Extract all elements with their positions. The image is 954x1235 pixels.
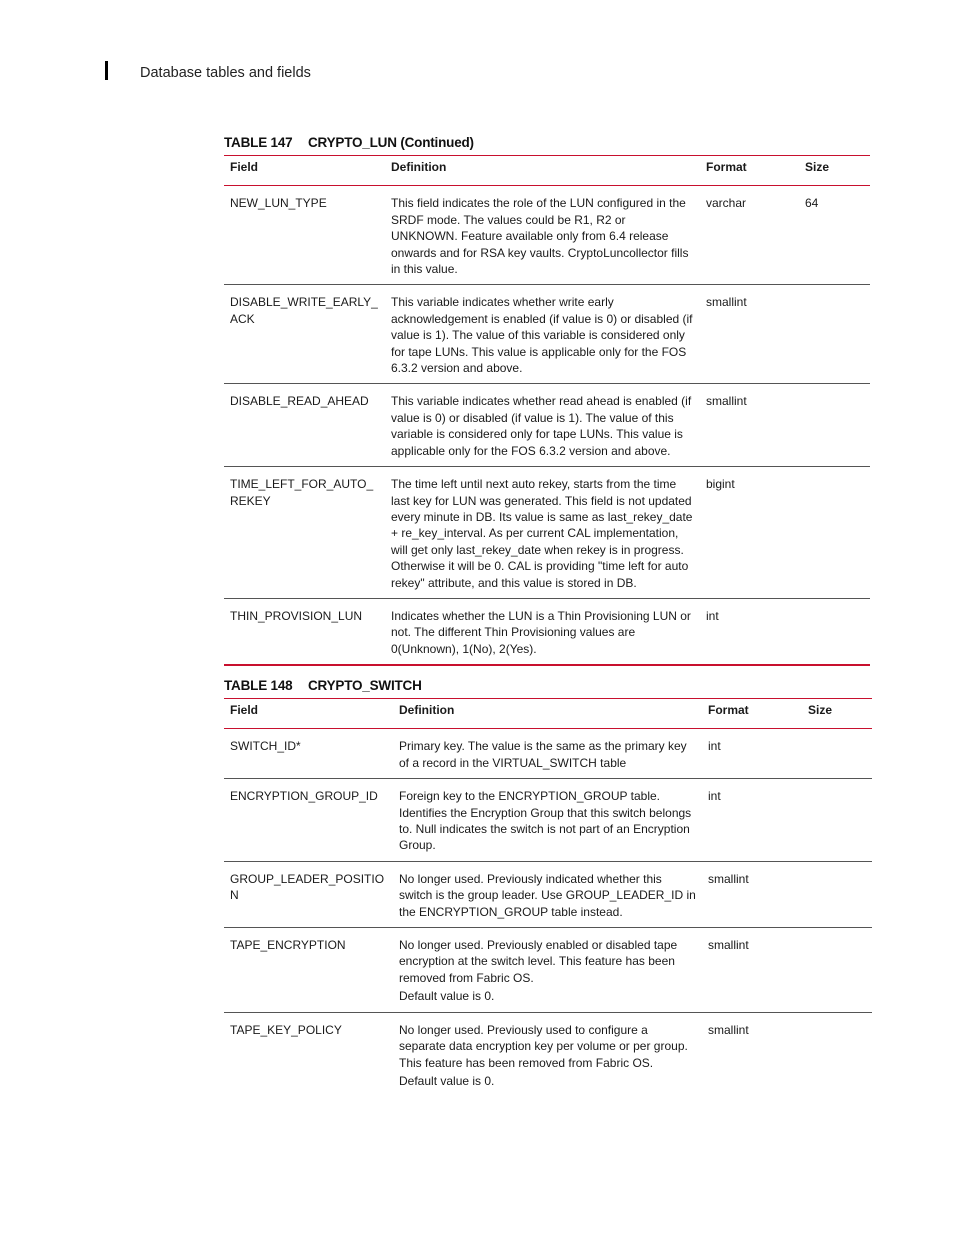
size-cell <box>802 1012 872 1096</box>
header-format: Format <box>702 699 802 729</box>
format-cell: smallint <box>702 861 802 927</box>
field-name-cell: TAPE_KEY_POLICY <box>230 1022 342 1037</box>
size-cell <box>799 598 870 665</box>
size-cell <box>802 928 872 1013</box>
table-row <box>224 729 872 779</box>
field-name-cell: TIME_LEFT_FOR_AUTO_REKEY <box>224 467 385 599</box>
field-name-cell: NEW_LUN_TYPE <box>224 186 385 285</box>
format-cell: smallint <box>708 1022 749 1037</box>
crypto-switch-table <box>224 698 872 1096</box>
definition-paragraph: Default value is 0. <box>399 989 495 1004</box>
table-row <box>224 779 872 862</box>
format-cell: bigint <box>700 467 799 599</box>
table-147-caption <box>224 135 870 150</box>
format-cell: smallint <box>700 285 799 384</box>
table-row <box>224 928 872 1013</box>
table-147-block <box>224 135 870 666</box>
table-row <box>224 861 872 927</box>
definition-cell <box>393 928 702 1013</box>
field-name-cell: DISABLE_WRITE_EARLY_ACK <box>224 285 385 384</box>
size-cell: 64 <box>799 186 870 285</box>
definition-paragraph: This field indicates the role of the LUN configured in the SRDF mode. The values could be R1, R2 or UNKNOWN. Feature available only from 6.4 release onwards and for RSA key vaults. CryptoLuncollector fills in this value. <box>391 196 689 277</box>
definition-cell <box>393 861 702 927</box>
table-row <box>224 598 870 665</box>
size-cell <box>799 384 870 467</box>
definition-cell <box>385 598 700 665</box>
table-148-caption <box>224 678 872 693</box>
table-title: CRYPTO_LUN (Continued) <box>308 135 474 150</box>
definition-paragraph: This variable indicates whether read ahead is enabled (if value is 0) or disabled (if value is 1). The value of this variable is considered only for tape LUNs. This value is applicable only for the FOS 6.3.2 version and above. <box>391 394 692 458</box>
size-cell <box>799 285 870 384</box>
header-definition: Definition <box>393 699 702 729</box>
definition-cell <box>393 779 702 862</box>
definition-paragraph: Foreign key to the ENCRYPTION_GROUP table. Identifies the Encryption Group that this switch belongs to. Null indicates the switch is not part of an Encryption Group. <box>399 789 692 853</box>
header-definition: Definition <box>385 156 700 186</box>
table-row <box>224 384 870 467</box>
table-number: TABLE 147 <box>224 135 293 150</box>
field-name-cell: THIN_PROVISION_LUN <box>224 598 385 665</box>
crypto-lun-table <box>224 155 870 666</box>
header-row <box>224 156 870 186</box>
field-name-cell: ENCRYPTION_GROUP_ID <box>224 779 393 862</box>
definition-cell <box>385 285 700 384</box>
definition-cell <box>385 186 700 285</box>
running-head: Database tables and fields <box>140 65 311 81</box>
size-cell <box>802 729 872 779</box>
format-cell: int <box>702 729 802 779</box>
field-name-cell: DISABLE_READ_AHEAD <box>224 384 385 467</box>
size-cell <box>802 861 872 927</box>
table-148-block <box>224 678 872 1096</box>
format-cell: smallint <box>700 384 799 467</box>
header-field: Field <box>224 156 385 186</box>
definition-paragraph: Indicates whether the LUN is a Thin Provisioning LUN or not. The different Thin Provisioning values are 0(Unknown), 1(No), 2(Yes). <box>391 608 691 656</box>
table-row <box>224 186 870 285</box>
definition-paragraph: This variable indicates whether write early acknowledgement is enabled (if value is 0) or disabled (if value is 1). The value of this variable is considered only for tape LUNs. This value is applicable only for the FOS 6.3.2 version and above. <box>391 295 693 376</box>
definition-cell <box>393 729 702 779</box>
definition-paragraph: Primary key. The value is the same as the primary key of a record in the VIRTUAL_SWITCH table <box>399 739 687 770</box>
header-format: Format <box>700 156 799 186</box>
format-cell: smallint <box>702 928 802 1013</box>
definition-paragraph: No longer used. Previously enabled or disabled tape encryption at the switch level. This feature has been removed from Fabric OS. <box>399 938 678 985</box>
size-cell <box>802 779 872 862</box>
table-number: TABLE 148 <box>224 678 293 693</box>
table-148-body <box>224 729 872 1096</box>
header-row <box>224 699 872 729</box>
definition-paragraph: Default value is 0. <box>399 1073 495 1088</box>
definition-paragraph: No longer used. Previously indicated whether this switch is the group leader. Use GROUP_LEADER_ID in the ENCRYPTION_GROUP table instead. <box>399 871 696 919</box>
table-row <box>224 467 870 599</box>
format-cell: int <box>702 779 802 862</box>
definition-paragraph: The time left until next auto rekey, starts from the time last key for LUN was generated. This field is not updated every minute in DB. Its value is same as last_rekey_date + re_key_interval. As per current CAL implementation, will get only last_rekey_date when rekey is in progress. Otherwise it will be 0. CAL is providing "time left for auto rekey" attribute, and this value is stored in DB. <box>391 477 693 590</box>
definition-cell <box>385 467 700 599</box>
header-field: Field <box>224 699 393 729</box>
format-cell: varchar <box>700 186 799 285</box>
table-147-body <box>224 186 870 665</box>
definition-paragraph: No longer used. Previously used to configure a separate data encryption key per volume or per group. This feature has been removed from Fabric OS. <box>399 1022 688 1070</box>
definition-cell <box>385 384 700 467</box>
field-name-cell: GROUP_LEADER_POSITION <box>224 861 393 927</box>
field-name-cell: SWITCH_ID* <box>224 729 393 779</box>
definition-cell <box>393 1012 702 1096</box>
table-row <box>224 1012 872 1096</box>
header-size: Size <box>802 699 872 729</box>
header-size: Size <box>799 156 870 186</box>
table-row <box>224 285 870 384</box>
size-cell <box>799 467 870 599</box>
format-cell: int <box>700 598 799 665</box>
margin-change-bar <box>105 61 108 80</box>
field-name-cell: TAPE_ENCRYPTION <box>224 928 393 1013</box>
table-title: CRYPTO_SWITCH <box>308 678 422 693</box>
